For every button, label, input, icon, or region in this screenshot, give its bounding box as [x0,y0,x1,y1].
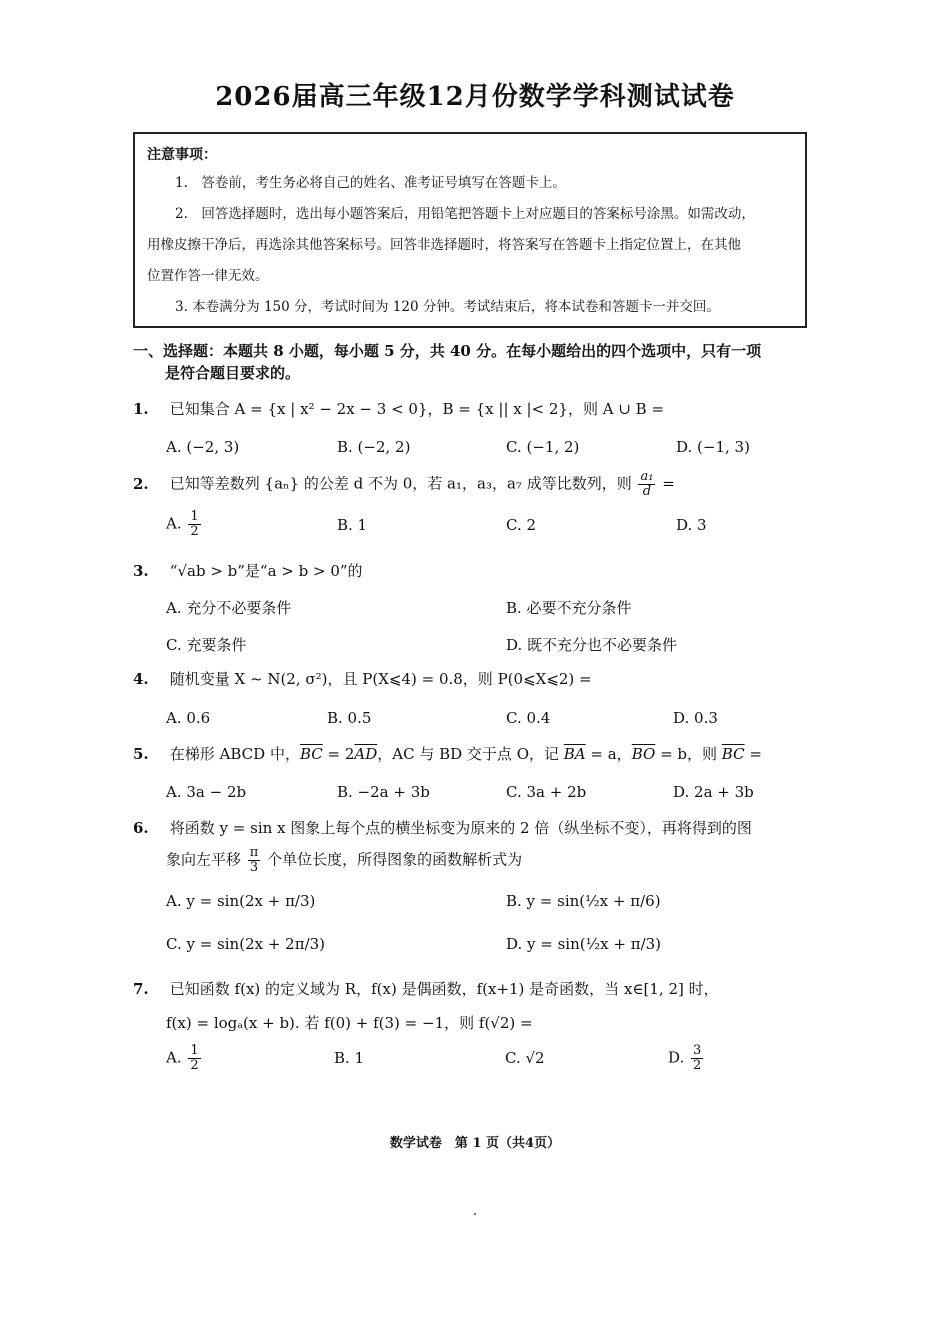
fraction [691,1044,703,1073]
notice-box [133,132,807,328]
q1-option-a: A. (−2, 3) [166,438,240,456]
q4-option-d: D. 0.3 [673,709,718,727]
q2-option-d: D. 3 [676,516,707,534]
q1-option-b: B. (−2, 2) [337,438,411,456]
question-number: 6. [133,819,149,837]
fraction-denominator: 2 [693,1058,702,1073]
q5-option-d: D. 2a + 3b [673,783,754,801]
question-number: 4. [133,670,149,688]
fraction [188,510,200,539]
q2-option-a [166,510,203,539]
question-stem: 个单位长度，所得图象的函数解析式为 [267,850,523,869]
q1-option-d: D. (−1, 3) [676,438,750,456]
question-5 [133,743,762,764]
question-6 [133,817,752,838]
question-stem-end: = [662,474,675,493]
fraction-denominator: 2 [190,1058,199,1073]
question-7-line-2: f(x) = logₐ(x + b). 若 f(0) + f(3) = −1，则 f(√2) = [166,1014,533,1032]
q7-option-c: C. √2 [505,1049,545,1067]
question-stem: 已知集合 A = {x | x² − 2x − 3 < 0}，B = {x || x |< 2}，则 A ∪ B = [169,400,665,418]
q3-option-a: A. 充分不必要条件 [166,599,292,617]
q7-option-d [668,1044,705,1073]
q4-option-b: B. 0.5 [327,709,372,727]
notice-item-3: 3. 本卷满分为 150 分，考试时间为 120 分钟。考试结束后，将本试卷和答题卡一并交回。 [175,299,720,315]
page-title: 2026届高三年级12月份数学学科测试试卷 [215,82,735,112]
question-1 [133,398,664,419]
question-stem: 在梯形 ABCD 中， [169,745,300,763]
vector-bc-2: $\overline{BC}$ [721,745,745,763]
option-label: A. [166,1048,182,1067]
q2-option-c: C. 2 [506,516,537,534]
vector-ba: $\overline{BA}$ [563,745,586,763]
fraction-numerator: 1 [190,1043,199,1058]
fraction-denominator: d [642,484,652,499]
question-3 [133,560,363,581]
option-label: D. [668,1048,685,1067]
question-2 [133,470,675,499]
fraction-numerator: a₁ [640,469,654,484]
stem-part: = 2 [322,745,355,763]
notice-item-1: 1. 答卷前，考生务必将自己的姓名、准考证号填写在答题卡上。 [175,175,566,191]
question-number: 1. [133,400,149,418]
stem-part: ，AC 与 BD 交于点 O，记 [377,745,564,763]
q1-option-c: C. (−1, 2) [506,438,580,456]
section-line-2: 是符合题目要求的。 [165,364,301,382]
fraction [638,470,655,499]
scan-speck [474,1213,476,1215]
fraction-denominator: 3 [249,860,259,875]
vector-bo: $\overline{BO}$ [631,745,656,763]
page-footer: 数学试卷 第 1 页（共4页） [389,1136,561,1151]
question-stem: 已知等差数列 {aₙ} 的公差 d 不为 0，若 a₁，a₃，a₇ 成等比数列，则 [169,474,632,493]
q3-option-b: B. 必要不充分条件 [506,599,632,617]
fraction-numerator: π [249,845,259,860]
notice-item-2-cont: 用橡皮擦干净后，再选涂其他答案标号。回答非选择题时，将答案写在答题卡上指定位置上，在其他 [147,237,741,253]
q6-option-d: D. y = sin(½x + π/3) [506,935,662,953]
question-number: 2. [133,474,149,493]
q6-option-a: A. y = sin(2x + π/3) [166,892,316,910]
question-number: 7. [133,980,149,998]
q5-option-c: C. 3a + 2b [506,783,587,801]
vector-bc: $\overline{BC}$ [299,745,323,763]
option-label: A. [166,514,182,533]
fraction-denominator: 2 [190,524,199,539]
section-heading [133,340,813,384]
fraction-numerator: 1 [190,509,199,524]
section-line-1: 一、选择题：本题共 8 小题，每小题 5 分，共 40 分。在每小题给出的四个选项中，只有一项 [133,342,762,360]
stem-part: = a， [585,745,632,763]
fraction-numerator: 3 [693,1043,702,1058]
fraction [188,1044,200,1073]
question-7 [133,978,719,999]
question-stem: “√ab > b”是“a > b > 0”的 [169,562,363,580]
q2-option-b: B. 1 [337,516,368,534]
question-number: 5. [133,745,149,763]
question-number: 3. [133,562,149,580]
q6-option-c: C. y = sin(2x + 2π/3) [166,935,326,953]
stem-part: = b，则 [655,745,722,763]
question-stem: 随机变量 X ~ N(2, σ²)，且 P(X⩽4) = 0.8，则 P(0⩽X⩽2) = [169,670,592,688]
question-6-line-2 [166,846,522,875]
q4-option-c: C. 0.4 [506,709,551,727]
q7-option-a [166,1044,203,1073]
question-stem: 将函数 y = sin x 图象上每个点的横坐标变为原来的 2 倍（纵坐标不变），再将得到的图 [169,819,752,837]
question-4 [133,668,592,689]
q7-option-b: B. 1 [334,1049,365,1067]
question-stem: 已知函数 f(x) 的定义域为 R，f(x) 是偶函数，f(x+1) 是奇函数，当 x∈[1, 2] 时， [169,980,719,998]
vector-ad: $\overline{AD}$ [354,745,378,763]
q3-option-c: C. 充要条件 [166,636,247,654]
q5-option-b: B. −2a + 3b [337,783,430,801]
fraction [248,846,261,875]
q6-option-b: B. y = sin(½x + π/6) [506,892,661,910]
notice-item-2: 2. 回答选择题时，选出每小题答案后，用铅笔把答题卡上对应题目的答案标号涂黑。如需改动， [175,206,755,222]
q5-option-a: A. 3a − 2b [166,783,247,801]
question-stem: 象向左平移 [166,850,242,869]
q4-option-a: A. 0.6 [166,709,211,727]
notice-item-2-end: 位置作答一律无效。 [147,268,269,284]
notice-heading: 注意事项： [147,147,217,163]
stem-part: = [744,745,762,763]
q3-option-d: D. 既不充分也不必要条件 [506,636,678,654]
